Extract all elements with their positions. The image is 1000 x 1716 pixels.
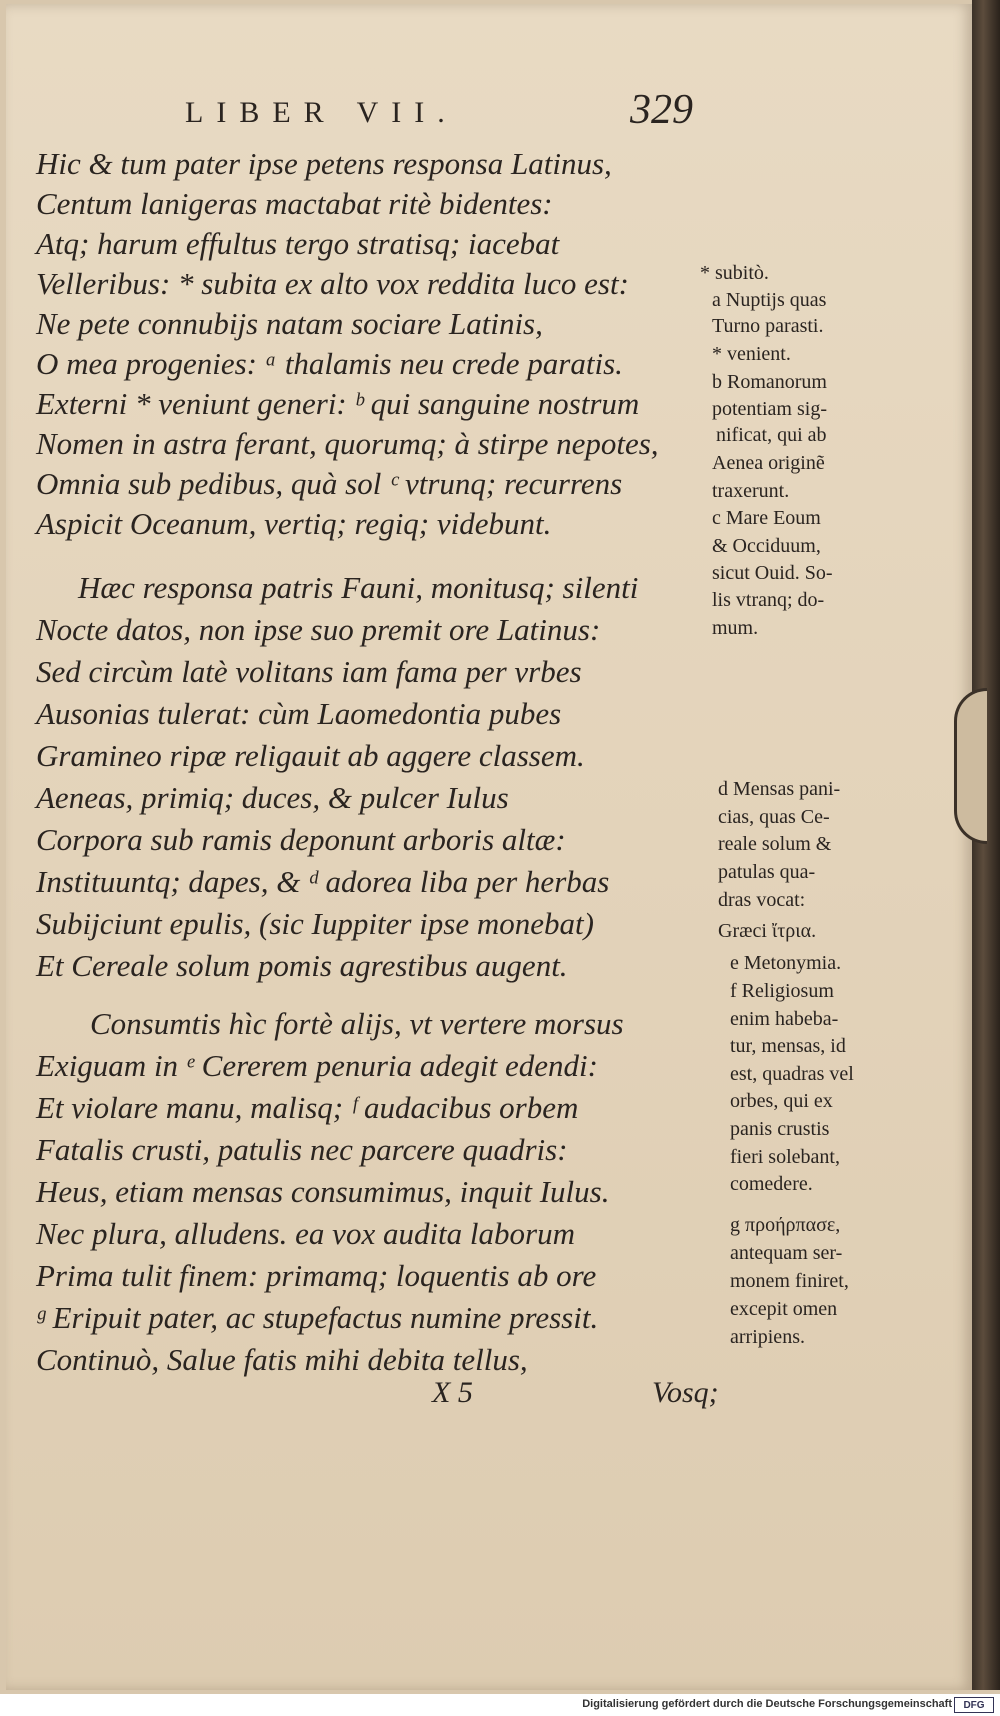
verse-line: Heus, etiam mensas consumimus, inquit Iulus. — [36, 1174, 610, 1209]
verse-line: Velleribus: * subita ex alto vox reddita luco est: — [36, 266, 629, 301]
verse-line: Et Cereale solum pomis agrestibus augent. — [36, 948, 568, 983]
credit-text: Digitalisierung gefördert durch die Deutsche Forschungsgemeinschaft — [582, 1698, 952, 1710]
margin-note: monem finiret, — [730, 1270, 849, 1292]
margin-note: reale solum & — [718, 833, 832, 855]
verse-line: Ausonias tulerat: cùm Laomedontia pubes — [36, 696, 562, 731]
margin-note: d Mensas pani- — [718, 778, 841, 800]
margin-note: Aenea originẽ — [712, 452, 825, 474]
verse-line: Hæc responsa patris Fauni, monitusq; silenti — [78, 570, 639, 605]
margin-note: sicut Ouid. So- — [712, 562, 833, 584]
margin-note: a Nuptijs quas — [712, 289, 827, 311]
verse-line: Gramineo ripæ religauit ab aggere classem. — [36, 738, 585, 773]
verse-line: Instituuntq; dapes, & ᵈ adorea liba per herbas — [36, 864, 610, 899]
margin-note: c Mare Eoum — [712, 507, 821, 529]
page-fold-tab — [954, 688, 987, 844]
verse-line: Continuò, Salue fatis mihi debita tellus, — [36, 1342, 528, 1377]
signature-mark: X 5 — [432, 1376, 473, 1409]
margin-note: & Occiduum, — [712, 535, 821, 557]
verse-line: Corpora sub ramis deponunt arboris altæ: — [36, 822, 566, 857]
margin-note: antequam ser- — [730, 1242, 843, 1264]
margin-note: g προήρπασε, — [730, 1214, 841, 1236]
margin-note: panis crustis — [730, 1118, 830, 1140]
margin-note: orbes, qui ex — [730, 1090, 833, 1112]
page-number: 329 — [630, 87, 693, 133]
verse-line: Fatalis crusti, patulis nec parcere quadris: — [36, 1132, 568, 1167]
verse-line: Nomen in astra ferant, quorumq; à stirpe nepotes, — [36, 426, 659, 461]
margin-note: e Metonymia. — [730, 952, 842, 974]
margin-note: dras vocat: — [718, 889, 806, 911]
book-edge — [972, 0, 1000, 1690]
verse-line: Et violare manu, malisq; ᶠ audacibus orbem — [36, 1090, 579, 1125]
margin-note: traxerunt. — [712, 480, 790, 502]
margin-note: cias, quas Ce- — [718, 806, 830, 828]
running-head: LIBER VII. — [185, 96, 458, 129]
verse-line: Ne pete connubijs natam sociare Latinis, — [36, 306, 543, 341]
verse-line: Omnia sub pedibus, quà sol ᶜ vtrunq; recurrens — [36, 466, 623, 501]
verse-line: Aeneas, primiq; duces, & pulcer Iulus — [36, 780, 509, 815]
verse-line: ᵍ Eripuit pater, ac stupefactus numine pressit. — [36, 1300, 599, 1335]
margin-note: excepit omen — [730, 1298, 838, 1320]
margin-note: Turno parasti. — [712, 315, 824, 337]
verse-line: Externi * veniunt generi: ᵇ qui sanguine nostrum — [36, 386, 640, 421]
margin-note: * subitò. — [700, 262, 769, 284]
verse-line: Centum lanigeras mactabat ritè bidentes: — [36, 186, 553, 221]
margin-note: fieri solebant, — [730, 1146, 840, 1168]
verse-line: Sed circùm latè volitans iam fama per vrbes — [36, 654, 582, 689]
verse-line: Prima tulit finem: primamq; loquentis ab ore — [36, 1258, 597, 1293]
margin-note: tur, mensas, id — [730, 1035, 846, 1057]
margin-note: mum. — [712, 617, 759, 639]
margin-note: * venient. — [712, 343, 791, 365]
verse-line: Atq; harum effultus tergo stratisq; iacebat — [36, 226, 560, 261]
margin-note: comedere. — [730, 1173, 813, 1195]
verse-line: O mea progenies: ᵃ thalamis neu crede paratis. — [36, 346, 623, 381]
margin-note: b Romanorum — [712, 371, 827, 393]
dfg-logo-text: DFG — [963, 1699, 985, 1711]
dfg-logo-icon — [954, 1697, 994, 1713]
margin-note: patulas qua- — [718, 861, 816, 883]
verse-line: Consumtis hìc fortè alijs, vt vertere morsus — [90, 1006, 624, 1041]
margin-note: f Religiosum — [730, 980, 834, 1002]
verse-line: Exiguam in ᵉ Cererem penuria adegit edendi: — [36, 1048, 598, 1083]
margin-note: est, quadras vel — [730, 1063, 854, 1085]
margin-note: arripiens. — [730, 1326, 805, 1348]
margin-note: potentiam sig- — [712, 398, 827, 420]
catchword: Vosq; — [652, 1376, 719, 1409]
margin-note: nificat, qui ab — [716, 424, 827, 446]
margin-note: enim habeba- — [730, 1008, 839, 1030]
verse-line: Nocte datos, non ipse suo premit ore Latinus: — [36, 612, 601, 647]
verse-line: Subijciunt epulis, (sic Iuppiter ipse monebat) — [36, 906, 594, 941]
verse-line: Aspicit Oceanum, vertiq; regiq; videbunt. — [36, 506, 552, 541]
verse-line: Hic & tum pater ipse petens responsa Latinus, — [36, 146, 612, 181]
margin-note: lis vtranq; do- — [712, 589, 825, 611]
verse-line: Nec plura, alludens. ea vox audita laborum — [36, 1216, 575, 1251]
margin-note: Græci ἴτρια. — [718, 920, 817, 942]
